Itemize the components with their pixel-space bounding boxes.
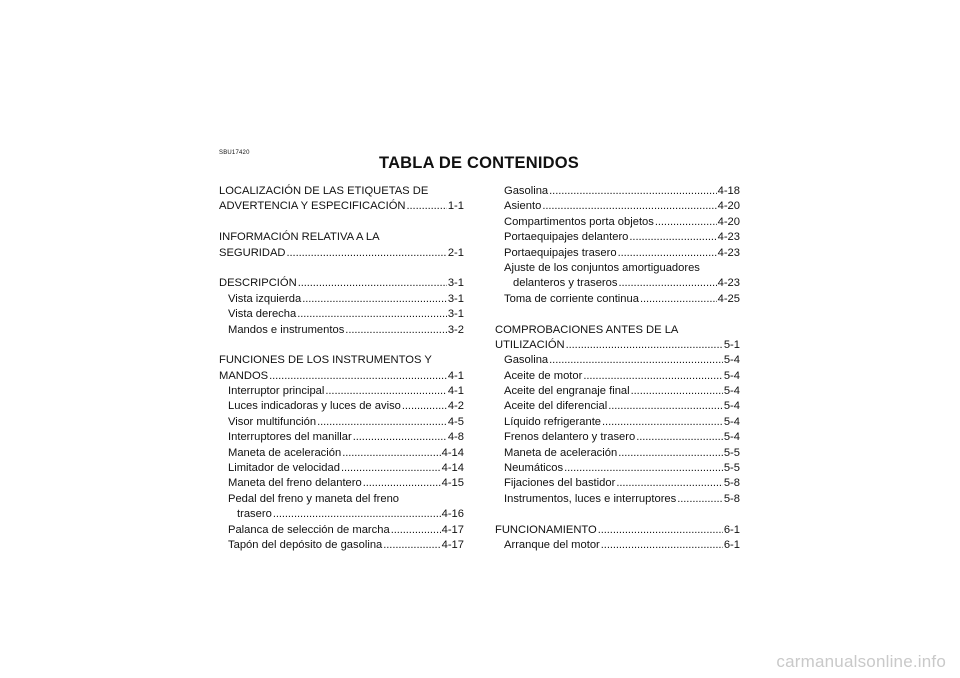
toc-entry[interactable] (219, 538, 464, 553)
toc-entry-label: Aceite del engranaje final (504, 385, 630, 398)
toc-page-number: 5-5 (723, 462, 740, 475)
dot-leader (677, 492, 723, 507)
toc-entry-label: delanteros y traseros (513, 277, 618, 290)
dot-leader (549, 184, 716, 199)
toc-entry[interactable] (495, 523, 740, 538)
toc-entry[interactable] (495, 184, 740, 199)
dot-leader (616, 476, 723, 491)
dot-leader (391, 523, 441, 538)
toc-entry[interactable] (219, 246, 464, 261)
toc-page-number: 5-4 (723, 400, 740, 413)
toc-page-number: 4-23 (717, 246, 740, 259)
toc-entry-label: Interruptores del manillar (228, 431, 352, 444)
dot-leader (602, 415, 723, 430)
toc-entry-label: Maneta del freno delantero (228, 477, 362, 490)
dot-leader (618, 246, 717, 261)
toc-entry[interactable] (219, 415, 464, 430)
toc-page-number: 4-1 (447, 369, 464, 382)
toc-entry-label: Arranque del motor (504, 538, 600, 551)
toc-page-number: 3-1 (447, 292, 464, 305)
toc-entry[interactable] (219, 323, 464, 338)
toc-heading-line: FUNCIONES DE LOS INSTRUMENTOS Y (219, 354, 432, 367)
dot-leader (564, 461, 723, 476)
toc-page-number: 4-20 (717, 215, 740, 228)
toc-heading-label: SEGURIDAD (219, 246, 286, 259)
toc-entry-line: Pedal del freno y maneta del freno (228, 492, 400, 505)
dot-leader (631, 384, 723, 399)
toc-page-number: 4-17 (441, 523, 464, 536)
toc-left-column (219, 184, 464, 553)
toc-entry-label: Aceite del diferencial (504, 400, 608, 413)
dot-leader (297, 307, 447, 322)
toc-page-number: 3-2 (447, 323, 464, 336)
dot-leader (353, 430, 447, 445)
toc-entry[interactable] (219, 292, 464, 307)
toc-page-number: 4-15 (441, 477, 464, 490)
toc-page-number: 2-1 (447, 246, 464, 259)
toc-entry[interactable] (495, 461, 740, 476)
toc-page-number: 5-1 (723, 338, 740, 351)
toc-page-number: 4-25 (717, 292, 740, 305)
toc-entry[interactable] (219, 199, 464, 214)
dot-leader (629, 230, 716, 245)
toc-page-number: 5-4 (723, 354, 740, 367)
dot-leader (363, 476, 441, 491)
toc-entry[interactable] (219, 523, 464, 538)
dot-leader (407, 199, 447, 214)
toc-entry[interactable] (495, 215, 740, 230)
toc-entry[interactable] (495, 492, 740, 507)
toc-heading-line: INFORMACIÓN RELATIVA A LA (219, 231, 380, 244)
toc-heading-label: ADVERTENCIA Y ESPECIFICACIÓN (219, 200, 406, 213)
dot-leader (655, 215, 717, 230)
toc-entry-label: Palanca de selección de marcha (228, 523, 390, 536)
toc-entry[interactable] (219, 369, 464, 384)
toc-entry-label: Instrumentos, luces e interruptores (504, 492, 677, 505)
toc-entry[interactable] (219, 276, 464, 291)
toc-entry[interactable] (219, 461, 464, 476)
dot-leader (342, 446, 440, 461)
toc-entry-label: Neumáticos (504, 462, 564, 475)
toc-entry-label: Asiento (504, 200, 542, 213)
toc-entry[interactable] (219, 384, 464, 399)
toc-entry[interactable] (219, 507, 464, 522)
toc-entry-label: Gasolina (504, 185, 549, 197)
toc-page-number: 6-1 (723, 538, 740, 551)
toc-entry-label: Compartimentos porta objetos (504, 215, 654, 228)
toc-entry[interactable] (495, 538, 740, 553)
toc-entry-label: Líquido refrigerante (504, 415, 602, 428)
toc-entry-line: Ajuste de los conjuntos amortiguadores (504, 261, 700, 274)
toc-page-number: 1-1 (447, 200, 464, 213)
toc-page-number: 5-8 (723, 492, 740, 505)
toc-page-number: 5-4 (723, 431, 740, 444)
toc-entry[interactable] (495, 446, 740, 461)
toc-entry[interactable] (495, 369, 740, 384)
dot-leader (549, 353, 723, 368)
dot-leader (618, 446, 723, 461)
toc-entry-label: Visor multifunción (228, 415, 317, 428)
toc-entry[interactable] (495, 199, 740, 214)
dot-leader (341, 461, 441, 476)
toc-entry[interactable] (219, 476, 464, 491)
toc-heading-label: DESCRIPCIÓN (219, 277, 297, 290)
dot-leader (317, 415, 447, 430)
dot-leader (598, 523, 723, 538)
toc-heading-line: LOCALIZACIÓN DE LAS ETIQUETAS DE (219, 185, 429, 197)
toc-heading-line: COMPROBACIONES ANTES DE LA (495, 323, 679, 336)
toc-entry[interactable] (495, 338, 740, 353)
toc-entry[interactable] (219, 399, 464, 414)
toc-page-number: 4-14 (441, 462, 464, 475)
toc-page-number: 5-4 (723, 415, 740, 428)
toc-entry[interactable] (219, 430, 464, 445)
toc-entry-label: Maneta de aceleración (228, 446, 342, 459)
toc-entry[interactable] (219, 307, 464, 322)
dot-leader (636, 430, 723, 445)
toc-entry-label: Limitador de velocidad (228, 462, 340, 475)
toc-page-number: 4-23 (717, 277, 740, 290)
toc-page-number: 5-8 (723, 477, 740, 490)
toc-entry-label: Luces indicadoras y luces de aviso (228, 400, 401, 413)
dot-leader (608, 399, 723, 414)
dot-leader (302, 292, 447, 307)
toc-heading-label: UTILIZACIÓN (495, 338, 565, 351)
toc-page-number: 4-2 (447, 400, 464, 413)
toc-entry-label: Frenos delantero y trasero (504, 431, 636, 444)
dot-leader (383, 538, 440, 553)
dot-leader (287, 246, 447, 261)
dot-leader (325, 384, 446, 399)
toc-entry[interactable] (219, 446, 464, 461)
toc-entry-label: Fijaciones del bastidor (504, 477, 616, 490)
toc-heading-label: FUNCIONAMIENTO (495, 523, 597, 536)
toc-page-number: 4-23 (717, 231, 740, 244)
toc-entry[interactable] (495, 415, 740, 430)
toc-entry[interactable] (495, 384, 740, 399)
dot-leader (618, 276, 716, 291)
toc-page-number: 5-5 (723, 446, 740, 459)
dot-leader (542, 199, 716, 214)
toc-entry-label: Aceite de motor (504, 369, 583, 382)
toc-right-column (495, 184, 740, 553)
dot-leader (601, 538, 723, 553)
toc-page-number: 4-18 (717, 185, 740, 197)
toc-entry[interactable] (495, 430, 740, 445)
toc-entry-label: Gasolina (504, 354, 549, 367)
toc-page-number: 4-14 (441, 446, 464, 459)
toc-entry[interactable] (495, 399, 740, 414)
toc-page-number: 4-1 (447, 385, 464, 398)
toc-entry-label: Tapón del depósito de gasolina (228, 538, 383, 551)
toc-page-number: 4-16 (441, 508, 464, 521)
dot-leader (640, 292, 717, 307)
toc-entry[interactable] (495, 476, 740, 491)
toc-page-number: 3-1 (447, 277, 464, 290)
dot-leader (345, 323, 447, 338)
toc-page-number: 4-17 (441, 538, 464, 551)
dot-leader (273, 507, 441, 522)
toc-entry-label: Mandos e instrumentos (228, 323, 345, 336)
dot-leader (298, 276, 447, 291)
dot-leader (269, 369, 447, 384)
dot-leader (566, 338, 723, 353)
watermark: carmanualsonline.info (776, 652, 946, 671)
toc-entry-label: Maneta de aceleración (504, 446, 618, 459)
dot-leader (402, 399, 447, 414)
toc-entry[interactable] (495, 230, 740, 245)
toc-page-number: 6-1 (723, 523, 740, 536)
toc-page-number: 5-4 (723, 369, 740, 382)
toc-entry-label: Toma de corriente continua (504, 292, 639, 305)
toc-entry[interactable] (495, 353, 740, 368)
toc-entry-label: Portaequipajes delantero (504, 231, 629, 244)
dot-leader (583, 369, 722, 384)
toc-page-number: 4-20 (717, 200, 740, 213)
toc-entry-label: Vista izquierda (228, 292, 302, 305)
toc-page-number: 4-5 (447, 415, 464, 428)
toc-entry-label: trasero (237, 508, 272, 521)
toc-entry[interactable] (495, 276, 740, 291)
toc-page-number: 4-8 (447, 431, 464, 444)
toc-entry-label: Vista derecha (228, 308, 297, 321)
document-code: SBU17420 (219, 150, 250, 156)
toc-heading-label: MANDOS (219, 369, 269, 382)
toc-entry-label: Portaequipajes trasero (504, 246, 617, 259)
toc-entry[interactable] (495, 246, 740, 261)
toc-page-number: 3-1 (447, 308, 464, 321)
toc-entry-label: Interruptor principal (228, 385, 325, 398)
toc-page-number: 5-4 (723, 385, 740, 398)
toc-entry[interactable] (495, 292, 740, 307)
page-title: TABLA DE CONTENIDOS (379, 154, 579, 172)
